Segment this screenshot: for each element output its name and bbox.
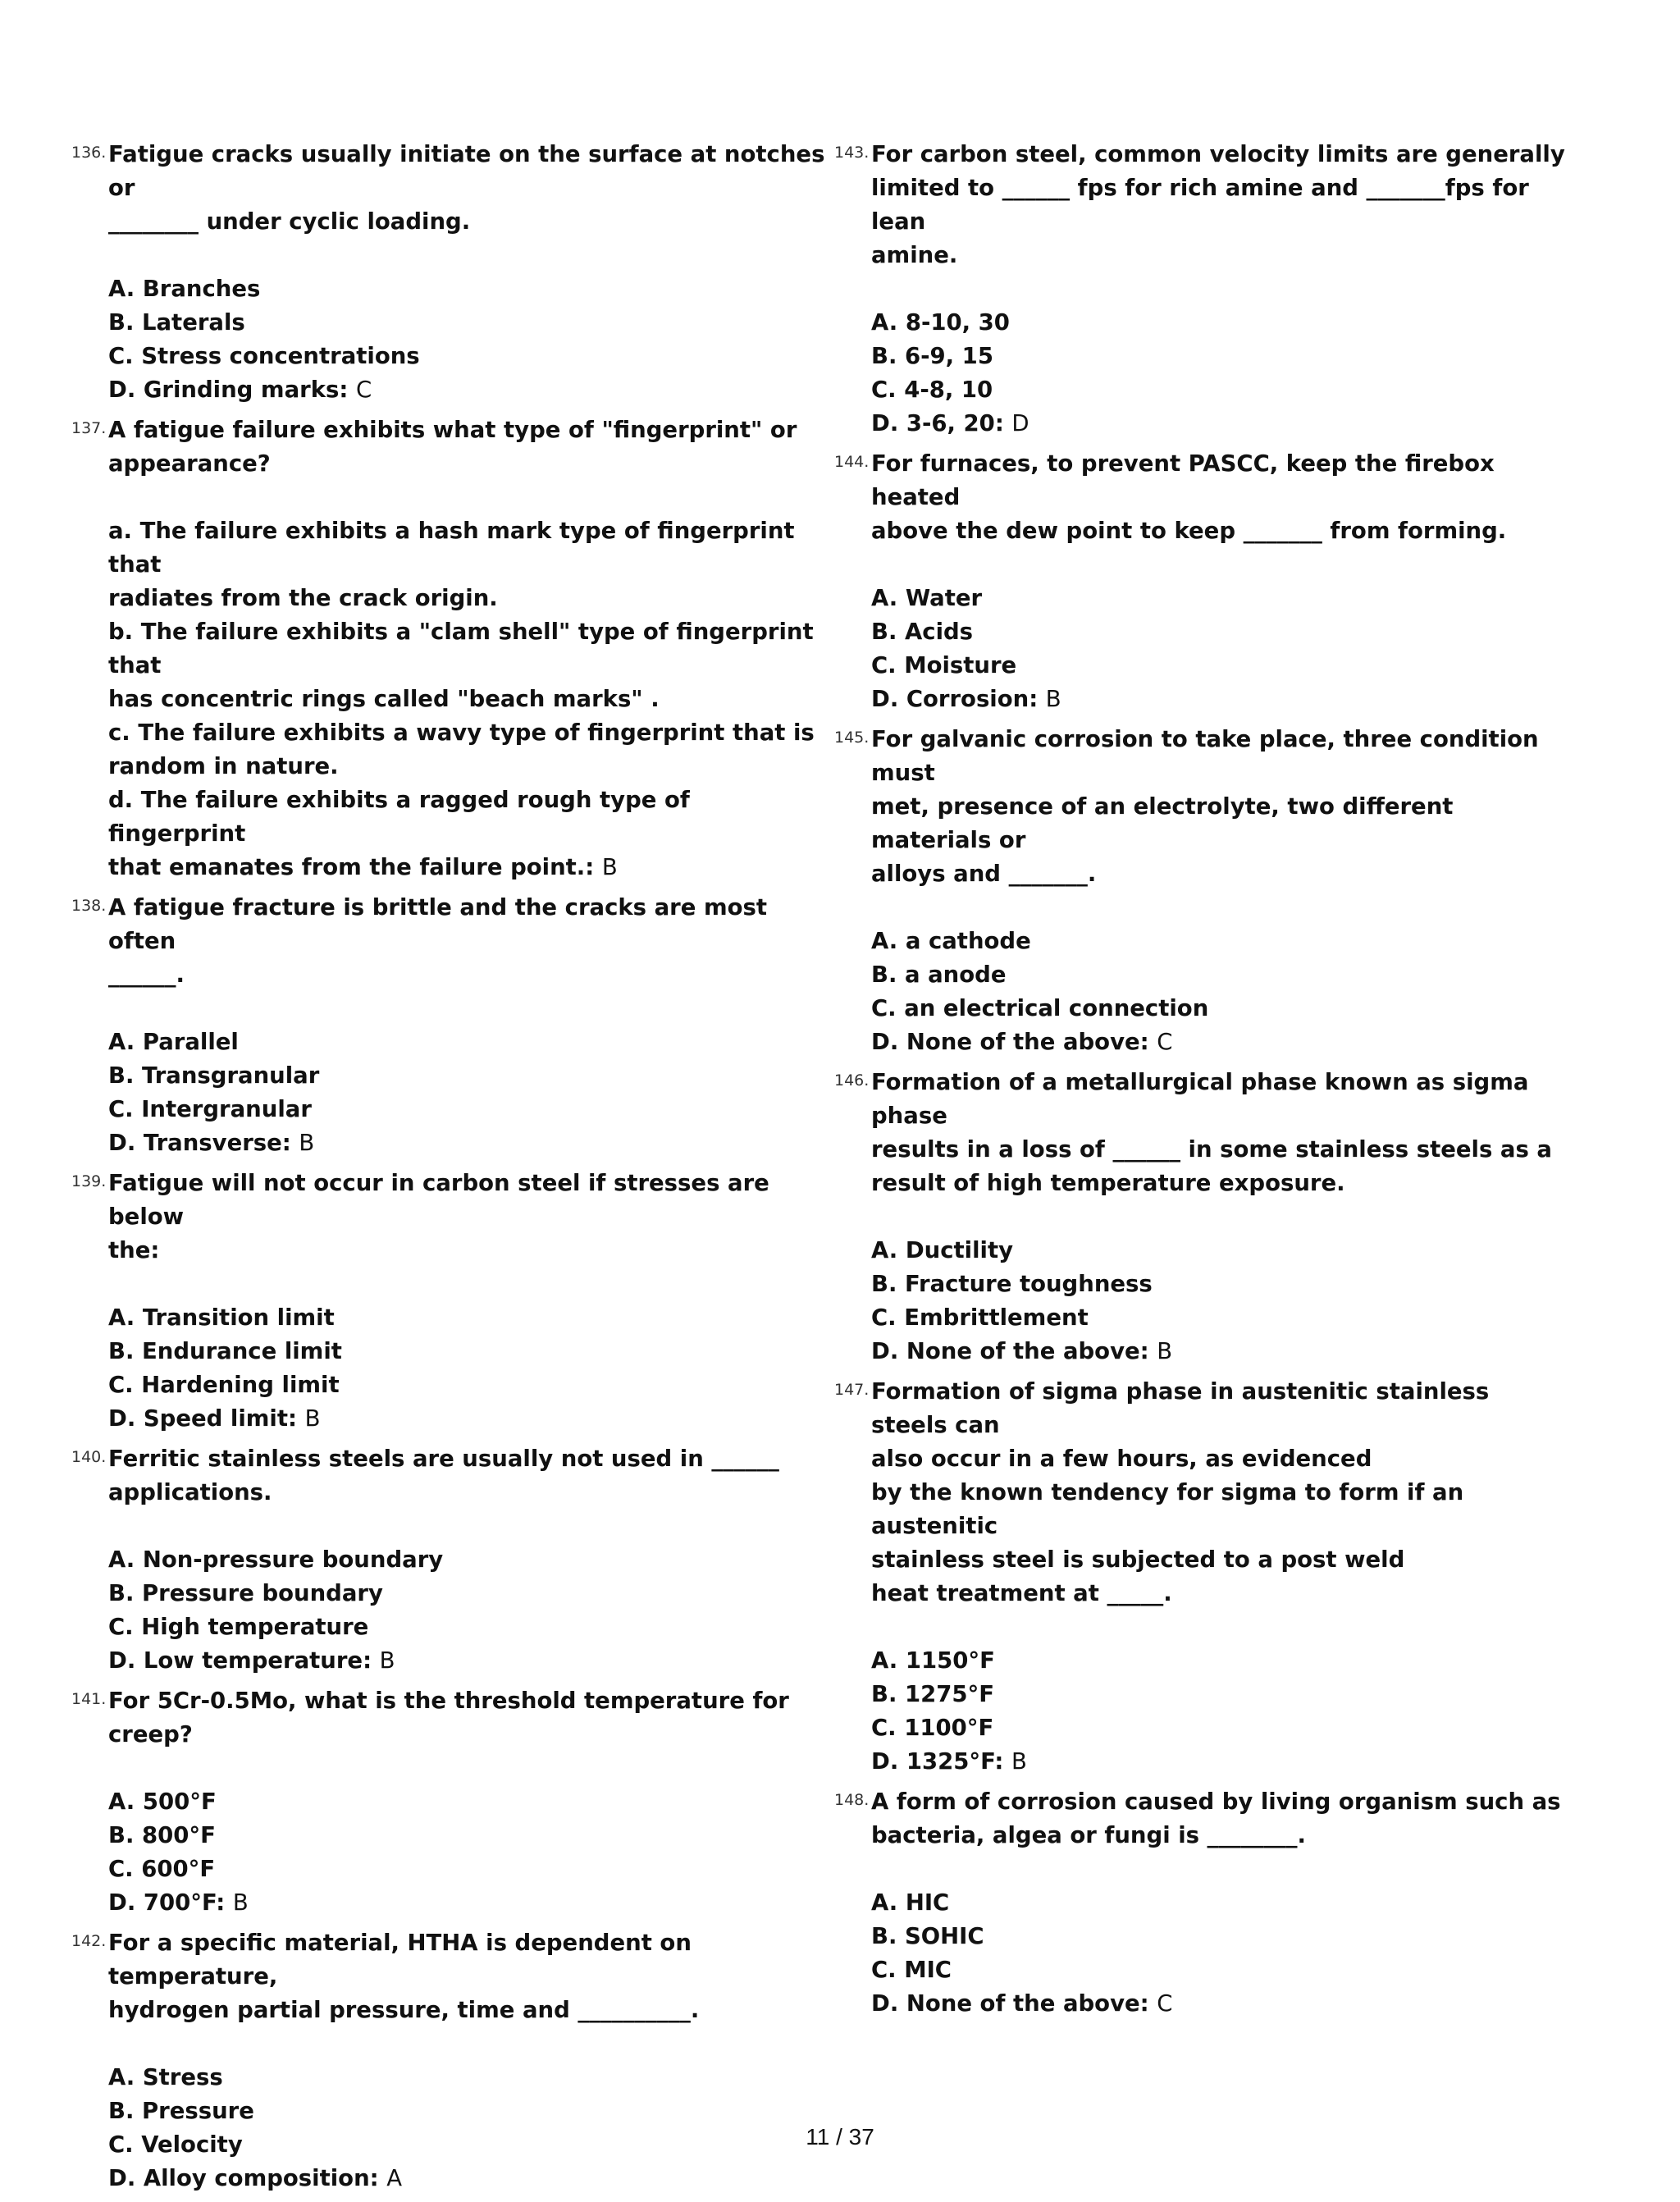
answer-option: [108, 1368, 826, 1402]
option-label: D. 700°F:: [108, 1889, 226, 1916]
option-label: C. Stress concentrations: [108, 343, 420, 369]
answer-option: [108, 1543, 826, 1577]
answer-option: [871, 340, 1573, 373]
answer-option: [871, 1886, 1573, 1920]
answer-key: B: [299, 1130, 315, 1156]
answer-option: [108, 1402, 826, 1436]
answer-key: B: [1011, 1748, 1027, 1775]
option-label: A. a cathode: [871, 928, 1031, 954]
option-label: A. Parallel: [108, 1029, 239, 1055]
option-list: [108, 514, 826, 884]
question-text: Fatigue cracks usually initiate on the surface at notches or ________ under cyclic loading.: [108, 141, 825, 235]
option-label: A. 1150°F: [871, 1647, 995, 1674]
answer-option: [108, 783, 826, 884]
question-number: 146.: [834, 1071, 870, 1090]
question-item: [71, 1926, 826, 2195]
option-label: B. Pressure boundary: [108, 1580, 383, 1606]
answer-option: [871, 1920, 1573, 1953]
option-label: D. None of the above:: [871, 1990, 1149, 2017]
answer-option: [871, 1026, 1573, 1059]
option-label: D. Speed limit:: [108, 1405, 297, 1432]
option-list: [871, 1234, 1573, 1368]
option-label: D. Grinding marks:: [108, 377, 349, 403]
question-item: [834, 723, 1573, 1059]
answer-option: [871, 1987, 1573, 2021]
question-item: [71, 1167, 826, 1436]
question-text: Formation of sigma phase in austenitic stainless steels can also occur in a few hours, as evidenced by the known tendency for sigma to form if an austenitic stainless steel is subjected to a post weld heat treatment at _____.: [871, 1378, 1490, 1606]
answer-option: [108, 1644, 826, 1678]
answer-option: [108, 2061, 826, 2095]
answer-option: [871, 1953, 1573, 1987]
option-label: a. The failure exhibits a hash mark type of fingerprint that radiates from the crack origin.: [108, 518, 795, 611]
option-label: b. The failure exhibits a "clam shell" type of fingerprint that has concentric rings called "beach marks" .: [108, 619, 814, 712]
option-label: D. None of the above:: [871, 1029, 1149, 1055]
question-item: [834, 1375, 1573, 1779]
answer-key: C: [355, 377, 372, 403]
answer-option: [871, 1301, 1573, 1335]
question-text: A form of corrosion caused by living organism such as bacteria, algea or fungi is ________.: [871, 1789, 1561, 1848]
answer-option: [108, 1819, 826, 1853]
answer-option: [108, 340, 826, 373]
option-list: [108, 1785, 826, 1920]
question-text: For carbon steel, common velocity limits are generally limited to ______ fps for rich amine and _______fps for lean amine.: [871, 141, 1565, 268]
option-label: B. a anode: [871, 962, 1007, 988]
question-text: For 5Cr-0.5Mo, what is the threshold temperature for creep?: [108, 1688, 789, 1747]
answer-key: C: [1157, 1029, 1173, 1055]
option-label: A. Stress: [108, 2064, 223, 2090]
option-list: [108, 272, 826, 407]
option-label: B. SOHIC: [871, 1923, 984, 1949]
left-column: [71, 138, 826, 2202]
question-item: [71, 413, 826, 884]
option-label: A. Transition limit: [108, 1304, 335, 1331]
answer-option: [871, 306, 1573, 340]
option-label: C. 1100°F: [871, 1715, 994, 1741]
option-label: C. High temperature: [108, 1614, 369, 1640]
option-list: [871, 306, 1573, 441]
answer-key: B: [1157, 1338, 1173, 1364]
answer-option: [871, 683, 1573, 716]
answer-option: [108, 2162, 826, 2195]
question-number: 137.: [71, 419, 107, 437]
answer-option: [108, 1785, 826, 1819]
answer-option: [871, 582, 1573, 615]
answer-option: [108, 1610, 826, 1644]
answer-key: C: [1157, 1990, 1173, 2017]
option-label: B. Acids: [871, 619, 974, 645]
answer-option: [108, 514, 826, 615]
option-label: C. 600°F: [108, 1856, 216, 1882]
question-number: 144.: [834, 453, 870, 471]
answer-key: B: [601, 854, 618, 880]
option-label: A. HIC: [871, 1889, 950, 1916]
answer-key: D: [1011, 410, 1029, 436]
option-list: [108, 1026, 826, 1160]
option-list: [871, 1644, 1573, 1779]
question-text: For galvanic corrosion to take place, three condition must met, presence of an electrolyte, two different materials or alloys and _______.: [871, 726, 1539, 887]
question-text: Formation of a metallurgical phase known as sigma phase results in a loss of ______ in some stainless steels as a result of high temperature exposure.: [871, 1069, 1552, 1196]
option-label: A. Non-pressure boundary: [108, 1546, 444, 1573]
option-label: B. Endurance limit: [108, 1338, 342, 1364]
answer-option: [871, 1644, 1573, 1678]
answer-key: B: [379, 1647, 395, 1674]
option-label: B. Pressure: [108, 2098, 254, 2124]
question-number: 141.: [71, 1690, 107, 1708]
answer-option: [871, 992, 1573, 1026]
answer-option: [871, 1268, 1573, 1301]
question-item: [834, 1785, 1573, 2021]
question-number: 145.: [834, 729, 870, 747]
answer-option: [871, 1678, 1573, 1711]
answer-option: [871, 373, 1573, 407]
answer-option: [871, 1745, 1573, 1779]
option-label: C. Intergranular: [108, 1096, 312, 1122]
option-list: [871, 925, 1573, 1059]
option-label: C. an electrical connection: [871, 995, 1209, 1021]
question-number: 147.: [834, 1381, 870, 1399]
option-label: D. Transverse:: [108, 1130, 291, 1156]
question-number: 138.: [71, 897, 107, 915]
question-number: 140.: [71, 1448, 107, 1466]
option-label: A. Water: [871, 585, 983, 611]
answer-option: [108, 716, 826, 783]
page-number: 11 / 37: [806, 2124, 874, 2149]
answer-option: [871, 958, 1573, 992]
option-label: C. Velocity: [108, 2131, 243, 2158]
question-text: Fatigue will not occur in carbon steel if stresses are below the:: [108, 1170, 769, 1263]
option-label: D. Low temperature:: [108, 1647, 372, 1674]
answer-option: [108, 1026, 826, 1059]
option-label: B. Transgranular: [108, 1062, 320, 1089]
answer-option: [871, 1335, 1573, 1368]
question-number: 142.: [71, 1932, 107, 1950]
option-label: B. 800°F: [108, 1822, 216, 1848]
answer-option: [108, 1301, 826, 1335]
question-text: For furnaces, to prevent PASCC, keep the firebox heated above the dew point to keep _______ from forming.: [871, 450, 1507, 544]
question-text: For a specific material, HTHA is dependent on temperature, hydrogen partial pressure, time and __________.: [108, 1930, 700, 2023]
question-item: [71, 1442, 826, 1678]
option-label: d. The failure exhibits a ragged rough type of fingerprint that emanates from the failure point.:: [108, 787, 690, 880]
option-label: B. Laterals: [108, 309, 245, 336]
option-label: B. Fracture toughness: [871, 1271, 1153, 1297]
option-label: D. 3-6, 20:: [871, 410, 1004, 436]
answer-option: [108, 1335, 826, 1368]
question-item: [834, 1066, 1573, 1368]
option-label: c. The failure exhibits a wavy type of fingerprint that is random in nature.: [108, 720, 815, 779]
question-item: [71, 891, 826, 1160]
answer-option: [108, 1093, 826, 1126]
answer-option: [108, 306, 826, 340]
answer-key: B: [304, 1405, 321, 1432]
answer-key: A: [386, 2165, 403, 2191]
option-label: B. 6-9, 15: [871, 343, 993, 369]
option-label: C. 4-8, 10: [871, 377, 993, 403]
option-list: [108, 1543, 826, 1678]
question-number: 148.: [834, 1791, 870, 1809]
answer-option: [871, 925, 1573, 958]
question-item: [71, 138, 826, 407]
question-number: 143.: [834, 144, 870, 162]
answer-option: [871, 407, 1573, 441]
option-list: [108, 1301, 826, 1436]
option-list: [871, 1886, 1573, 2021]
option-label: C. Moisture: [871, 652, 1017, 678]
option-label: D. None of the above:: [871, 1338, 1149, 1364]
option-label: D. 1325°F:: [871, 1748, 1004, 1775]
option-label: C. MIC: [871, 1957, 952, 1983]
answer-option: [108, 272, 826, 306]
option-label: A. Ductility: [871, 1237, 1014, 1263]
answer-key: B: [232, 1889, 249, 1916]
option-label: B. 1275°F: [871, 1681, 995, 1707]
question-number: 139.: [71, 1172, 107, 1190]
option-label: D. Corrosion:: [871, 686, 1039, 712]
answer-key: B: [1045, 686, 1061, 712]
answer-option: [108, 1126, 826, 1160]
option-label: A. 8-10, 30: [871, 309, 1010, 336]
answer-option: [108, 1853, 826, 1886]
option-label: C. Hardening limit: [108, 1372, 340, 1398]
answer-option: [108, 373, 826, 407]
answer-option: [871, 615, 1573, 649]
option-label: A. Branches: [108, 276, 261, 302]
answer-option: [871, 1711, 1573, 1745]
answer-option: [871, 1234, 1573, 1268]
answer-option: [108, 1886, 826, 1920]
question-item: [71, 1684, 826, 1920]
option-list: [871, 582, 1573, 716]
question-text: A fatigue failure exhibits what type of "fingerprint" or appearance?: [108, 417, 797, 477]
option-label: D. Alloy composition:: [108, 2165, 379, 2191]
answer-option: [108, 615, 826, 716]
answer-option: [108, 1577, 826, 1610]
question-text: Ferritic stainless steels are usually not used in ______ applications.: [108, 1446, 779, 1505]
answer-option: [108, 2095, 826, 2128]
option-label: C. Embrittlement: [871, 1304, 1089, 1331]
question-number: 136.: [71, 144, 107, 162]
right-column: [834, 138, 1573, 2027]
question-text: A fatigue fracture is brittle and the cracks are most often ______.: [108, 894, 768, 988]
question-item: [834, 447, 1573, 716]
option-label: A. 500°F: [108, 1789, 217, 1815]
answer-option: [871, 649, 1573, 683]
question-item: [834, 138, 1573, 441]
answer-option: [108, 1059, 826, 1093]
